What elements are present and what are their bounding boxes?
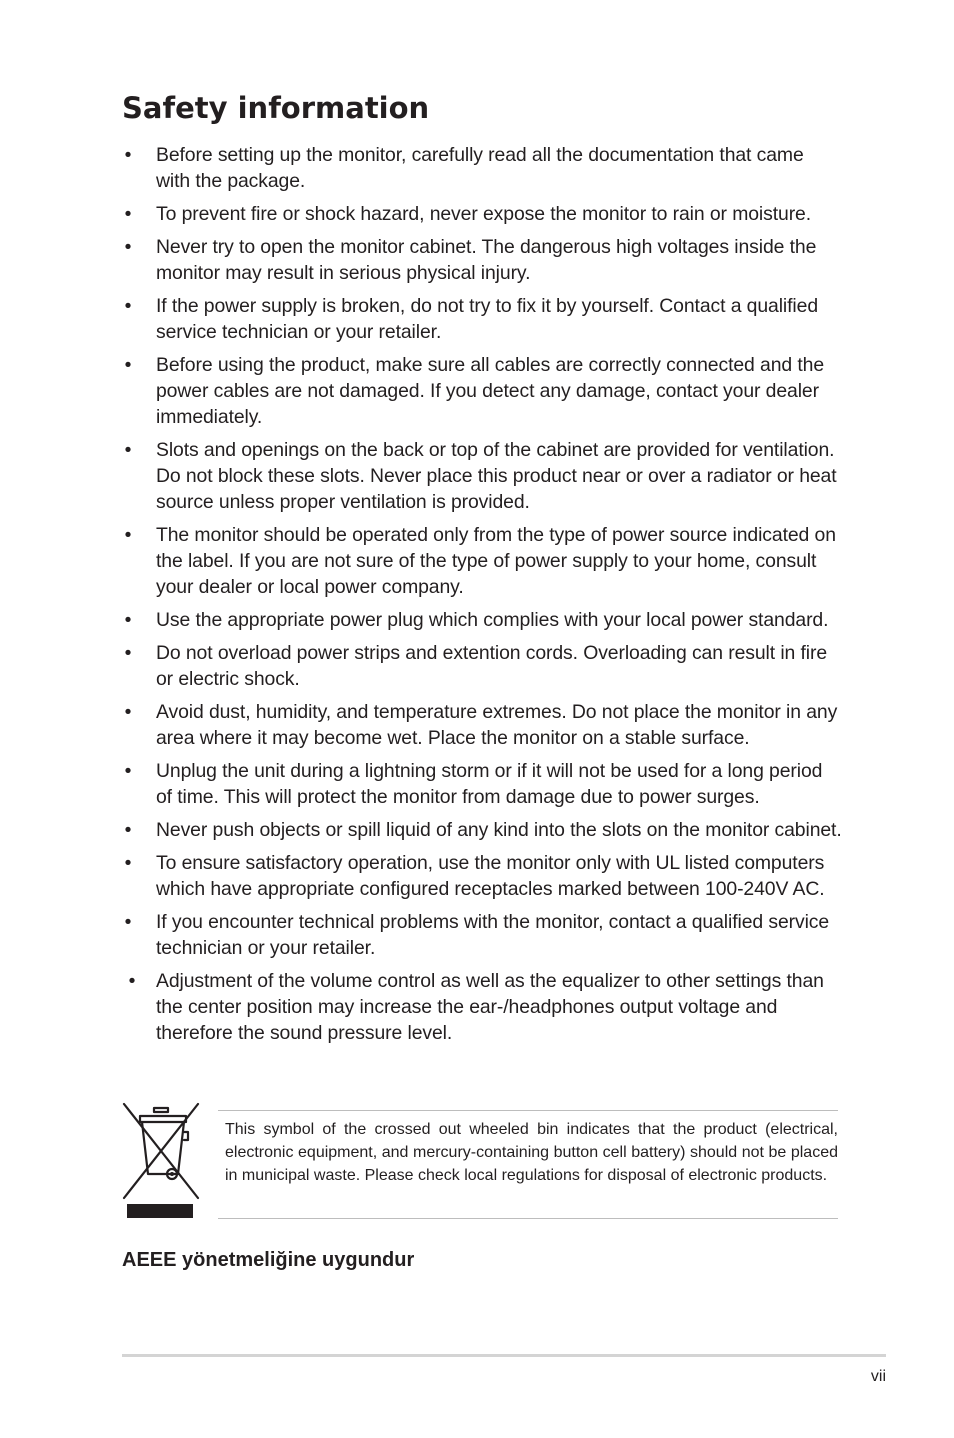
- bullet-icon: •: [124, 819, 132, 841]
- list-item: [122, 522, 842, 600]
- list-item: [122, 817, 842, 843]
- list-item-text: If you encounter technical problems with the monitor, contact a qualified service technician or your retailer.: [156, 911, 830, 959]
- list-item: [122, 142, 842, 194]
- list-item: [122, 968, 842, 1046]
- list-item: [122, 234, 842, 286]
- list-item-text: To prevent fire or shock hazard, never expose the monitor to rain or moisture.: [156, 203, 812, 225]
- safety-bullet-list: [122, 142, 842, 1053]
- list-item-text: Never push objects or spill liquid of any kind into the slots on the monitor cabinet.: [156, 819, 842, 841]
- bullet-icon: •: [124, 203, 132, 225]
- list-item: [122, 699, 842, 751]
- list-item-text: Use the appropriate power plug which complies with your local power standard.: [156, 609, 829, 631]
- bullet-icon: •: [124, 760, 132, 782]
- bullet-icon: •: [124, 911, 132, 933]
- bullet-icon: •: [124, 295, 132, 317]
- list-item-text: Adjustment of the volume control as well as the equalizer to other settings than the center position may increase the ear-/headphones output voltage and therefore the sound pressure level.: [156, 970, 824, 1044]
- list-item: [122, 437, 842, 515]
- list-item-text: If the power supply is broken, do not try to fix it by yourself. Contact a qualified service technician or your retailer.: [156, 295, 818, 343]
- list-item-text: Unplug the unit during a lightning storm or if it will not be used for a long period of time. This will protect the monitor from damage due to power surges.: [156, 760, 823, 808]
- weee-note-text: This symbol of the crossed out wheeled bin indicates that the product (electrical, electronic equipment, and mercury-containing button cell battery) should not be placed in municipal waste. Please check local regulations for disposal of electronic products.: [225, 1121, 838, 1184]
- aeee-compliance-heading: AEEE yönetmeliğine uygundur: [122, 1249, 415, 1271]
- weee-disposal-note: [218, 1110, 838, 1219]
- list-item: [122, 352, 842, 430]
- list-item: [122, 293, 842, 345]
- bullet-icon: •: [124, 144, 132, 166]
- bullet-icon: •: [128, 970, 136, 992]
- page-title: Safety information: [122, 91, 430, 125]
- list-item: [122, 850, 842, 902]
- list-item: [122, 201, 842, 227]
- bullet-icon: •: [124, 354, 132, 376]
- crossed-out-wheeled-bin-icon: [120, 1100, 200, 1222]
- page-number: vii: [870, 1368, 886, 1385]
- bullet-icon: •: [124, 701, 132, 723]
- footer-divider: [122, 1354, 886, 1357]
- bullet-icon: •: [124, 439, 132, 461]
- list-item-text: Do not overload power strips and extention cords. Overloading can result in fire or electric shock.: [156, 642, 828, 690]
- list-item: [122, 607, 842, 633]
- bullet-icon: •: [124, 236, 132, 258]
- list-item: [122, 909, 842, 961]
- list-item-text: Before using the product, make sure all cables are correctly connected and the power cables are not damaged. If you detect any damage, contact your dealer immediately.: [156, 354, 825, 428]
- bullet-icon: •: [124, 609, 132, 631]
- list-item-text: Avoid dust, humidity, and temperature extremes. Do not place the monitor in any area where it may become wet. Place the monitor on a stable surface.: [156, 701, 838, 749]
- list-item: [122, 640, 842, 692]
- list-item: [122, 758, 842, 810]
- list-item-text: Before setting up the monitor, carefully read all the documentation that came with the package.: [156, 144, 804, 192]
- bullet-icon: •: [124, 852, 132, 874]
- list-item-text: The monitor should be operated only from the type of power source indicated on the label. If you are not sure of the type of power supply to your home, consult your dealer or local power company.: [156, 524, 836, 598]
- list-item-text: Never try to open the monitor cabinet. The dangerous high voltages inside the monitor may result in serious physical injury.: [156, 236, 817, 284]
- list-item-text: To ensure satisfactory operation, use the monitor only with UL listed computers which have appropriate configured receptacles marked between 100-240V AC.: [156, 852, 825, 900]
- list-item-text: Slots and openings on the back or top of the cabinet are provided for ventilation. Do not block these slots. Never place this product near or over a radiator or heat source unless proper ventilation is provided.: [156, 439, 837, 513]
- bullet-icon: •: [124, 524, 132, 546]
- bullet-icon: •: [124, 642, 132, 664]
